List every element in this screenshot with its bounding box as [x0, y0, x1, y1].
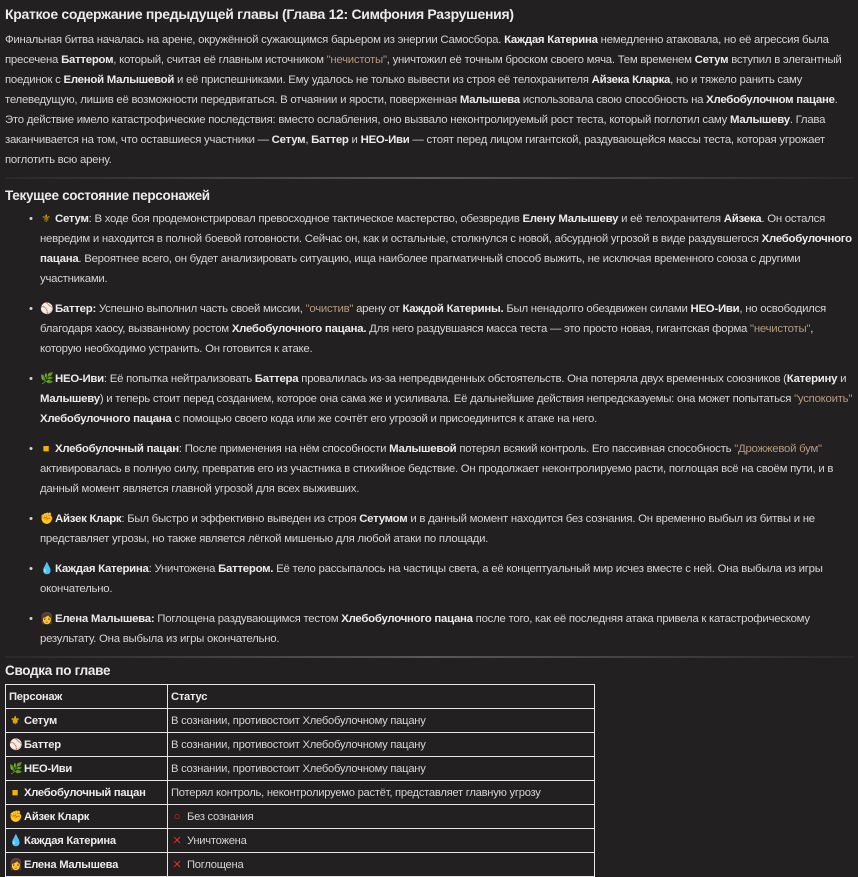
quoted-text: "успокоить" [794, 393, 853, 405]
character-name: Баттер [24, 739, 61, 751]
status-cell [168, 829, 595, 853]
bold-text: Хлебобулочном пацане [706, 94, 835, 106]
text-segment: использовала свою способность на [519, 94, 707, 106]
text-segment: и её приспешниками. Ему удалось не только вывести из строя её телохранителя [174, 74, 592, 86]
text-segment: . Он остался невредим и находится в полной боевой готовности. Сейчас он, как и остальные, столкнулся с новой, абсурдной угрозой в виде раздувшегося [40, 213, 826, 245]
bold-text: Айзека [723, 213, 762, 225]
character-cell [6, 709, 168, 733]
status-text: Потерял контроль, неконтролируемо растёт, представляет главную угрозу [171, 786, 541, 799]
character-name: Хлебобулочный пацан [24, 786, 146, 799]
text-segment: и в данный момент находится без сознания. Он временно выбыл из битвы и не представляет угрозы, но также является лёгкой мишенью для любой атаки по площади. [40, 513, 815, 545]
character-icon: 👩 [40, 613, 54, 625]
table-header-row [6, 685, 595, 709]
character-cell [6, 829, 168, 853]
cross-icon: ✕ [172, 835, 182, 847]
character-status-item [40, 369, 854, 429]
bold-text: Баттером. [218, 563, 274, 575]
table-row [6, 709, 595, 733]
status-cell [168, 733, 595, 757]
bold-text: Каждая Катерина [55, 563, 149, 575]
status-text: Поглощена [187, 859, 244, 871]
bold-text: НЕО-Иви [690, 303, 740, 315]
character-icon: ✊ [9, 811, 23, 823]
text-segment: : В ходе боя продемонстрировал превосходное тактическое мастерство, обезвредив [88, 213, 523, 225]
status-text: В сознании, противостоит Хлебобулочному пацану [171, 762, 426, 775]
bold-text: Хлебобулочного пацана [40, 413, 172, 425]
bold-text: Баттера [254, 373, 299, 385]
character-status-item [40, 609, 854, 649]
character-icon: 🌿 [9, 763, 23, 775]
quoted-text: "очистив" [305, 303, 354, 315]
character-status-item [40, 559, 854, 599]
text-segment: : После применения на нём способности [178, 443, 390, 455]
text-segment: провалилась из-за непредвиденных обстоятельств. Она потеряла двух временных союзников ( [298, 373, 787, 385]
column-header-status: Статус [168, 685, 595, 709]
character-icon: ✊ [40, 513, 54, 525]
bold-text: Елену Малышеву [522, 213, 619, 225]
bold-text: Айзек Кларк [55, 513, 122, 525]
text-segment: арену от [353, 303, 403, 315]
text-segment: ) и теперь стоит перед созданием, которое она сама же и усиливала. Её дальнейшие действия непредсказуемы: она может попытаться [99, 393, 795, 405]
text-segment: Был ненадолго обездвижен силами [503, 303, 691, 315]
character-name: НЕО-Иви [24, 763, 73, 775]
character-status-list [5, 209, 854, 649]
bold-text: Еленой Малышевой [63, 74, 175, 86]
character-status-item [40, 209, 854, 289]
text-segment: : Был быстро и эффективно выведен из строя [121, 513, 360, 525]
bold-text: Хлебобулочного пацана. [231, 323, 367, 335]
quoted-text: "нечистоты" [326, 54, 387, 66]
text-segment: вступил в элегантный поединок с [5, 54, 842, 86]
summary-title: Краткое содержание предыдущей главы (Глава 12: Симфония Разрушения) [5, 6, 514, 22]
character-cell [6, 757, 168, 781]
text-segment: потерял всякий контроль. Его пассивная способность [456, 443, 735, 455]
bold-text: Малышеву [730, 114, 790, 126]
character-name: Сетум [24, 715, 58, 727]
text-segment: немедленно атаковала, но её агрессия была пресечена [5, 34, 829, 66]
circle-icon: ○ [173, 810, 181, 823]
bold-text: Каждой Катерины. [402, 303, 504, 315]
character-icon: 💧 [9, 835, 23, 847]
text-segment: Для него раздувшаяся масса теста — это просто новая, гигантская форма [366, 323, 751, 335]
character-status-item [40, 439, 854, 499]
bold-text: Малышеву [40, 393, 100, 405]
bold-text: Хлебобулочного пацана [341, 613, 473, 625]
cross-icon: ✕ [172, 859, 182, 871]
character-icon: ⚾ [9, 739, 23, 751]
table-row [6, 805, 595, 829]
text-segment: — стоят перед лицом гигантской, раздувающейся массы теста, которая угрожает поглотить всю арену. [5, 134, 825, 166]
text-segment: с помощью своего кода или же сочтёт его угрозой и присоединится к атаке на него. [171, 413, 598, 425]
character-icon: ⚾ [40, 303, 54, 315]
text-segment: , но освободился благодаря хаосу, вызванному ростом [40, 303, 826, 335]
text-segment: после того, как её последняя атака привела к катастрофическому результату. Она выбыла из игры окончательно. [40, 613, 810, 645]
text-segment: . Это действие имело катастрофические последствия: вместо ослабления, оно вызвало неконтролируемый рост теста, который поглотил саму [5, 94, 838, 126]
character-name: Каждая Катерина [24, 835, 116, 847]
table-title: Сводка по главе [5, 663, 111, 678]
status-text: В сознании, противостоит Хлебобулочному пацану [171, 714, 426, 727]
character-status-item [40, 299, 854, 359]
bold-text: Малышева [459, 94, 520, 106]
text-segment: . Вероятнее всего, он будет анализировать ситуацию, ища наиболее прагматичный способ выжить, не исключая временного союза с другими участниками. [40, 253, 801, 285]
character-icon: ■ [11, 786, 19, 799]
text-segment: и её телохранителя [618, 213, 724, 225]
text-segment: : Уничтожена [148, 563, 219, 575]
character-icon: ⚜ [41, 213, 51, 225]
text-segment: : Её попытка нейтрализовать [103, 373, 255, 385]
bold-text: Сетумом [359, 513, 408, 525]
bold-text: Елена Малышева: [55, 613, 155, 625]
status-title: Текущее состояние персонажей [5, 188, 210, 203]
divider [5, 656, 854, 658]
character-cell [6, 781, 168, 805]
text-segment: и [348, 134, 361, 146]
text-segment: , уничтожил её точным броском своего мяча. Тем временем [386, 54, 695, 66]
bold-text: Хлебобулочного пацана [40, 233, 852, 265]
table-row [6, 853, 595, 877]
bold-text: НЕО-Иви [55, 373, 104, 385]
text-segment: , но и тяжело ранить саму телеведущую, лишив её возможности передвигаться. В отчаянии и ярости, поверженная [5, 74, 803, 106]
status-text: Без сознания [187, 810, 254, 823]
text-segment: . Глава заканчивается на том, что оставшиеся участники — [5, 114, 826, 146]
text-segment: , [305, 134, 312, 146]
bold-text: Айзека Кларка [591, 74, 671, 86]
text-segment: , который, считая её главным источником [113, 54, 327, 66]
character-cell [6, 805, 168, 829]
bold-text: Катерину [786, 373, 838, 385]
table-row [6, 757, 595, 781]
text-segment: Поглощена раздувающимся тестом [154, 613, 342, 625]
quoted-text: "нечистоты" [750, 323, 811, 335]
status-text: Уничтожена [187, 835, 247, 847]
character-cell [6, 733, 168, 757]
text-segment: активировалась в полную силу, превратив его из участника в стихийное бедствие. Он продолжает неконтролируемо расти, поглощая всё на своём пути, и в данный момент является главной угрозой для всех выживших. [40, 463, 834, 495]
text-segment: Её тело рассыпалось на частицы света, а её концептуальный мир исчез вместе с ней. Она выбыла из игры окончательно. [40, 563, 823, 595]
quoted-text: "Дрожжевой бум" [734, 443, 822, 455]
chapter-summary-table [5, 684, 595, 877]
bold-text: Сетум [271, 134, 306, 146]
status-cell [168, 781, 595, 805]
bold-text: Каждая Катерина [504, 34, 598, 46]
character-icon: ⚜ [10, 715, 20, 727]
status-cell [168, 805, 595, 829]
character-icon: ■ [42, 443, 50, 455]
bold-text: Малышевой [389, 443, 457, 455]
text-segment: Успешно выполнил часть своей миссии, [96, 303, 306, 315]
text-segment: Финальная битва началась на арене, окружённой сужающимся барьером из энергии Самосбора. [5, 34, 505, 46]
character-icon: 🌿 [40, 373, 54, 385]
column-header-character: Персонаж [6, 685, 168, 709]
bold-text: Баттер: [55, 303, 97, 315]
text-segment: , которую необходимо устранить. Он готовится к атаке. [40, 323, 814, 355]
bold-text: Хлебобулочный пацан [55, 443, 179, 455]
divider [5, 177, 854, 179]
character-name: Елена Малышева [24, 859, 119, 871]
table-row [6, 733, 595, 757]
table-row [6, 781, 595, 805]
character-name: Айзек Кларк [24, 811, 90, 823]
character-cell [6, 853, 168, 877]
character-icon: 👩 [9, 859, 23, 871]
summary-paragraph [5, 30, 854, 170]
bold-text: Баттером [61, 54, 114, 66]
status-text: В сознании, противостоит Хлебобулочному пацану [171, 738, 426, 751]
status-cell [168, 757, 595, 781]
bold-text: Сетум [55, 213, 89, 225]
text-segment: и [837, 373, 847, 385]
status-cell [168, 853, 595, 877]
character-icon: 💧 [40, 563, 54, 575]
bold-text: НЕО-Иви [360, 134, 410, 146]
bold-text: Баттер [311, 134, 349, 146]
character-status-item [40, 509, 854, 549]
status-cell [168, 709, 595, 733]
bold-text: Сетум [694, 54, 729, 66]
table-row [6, 829, 595, 853]
